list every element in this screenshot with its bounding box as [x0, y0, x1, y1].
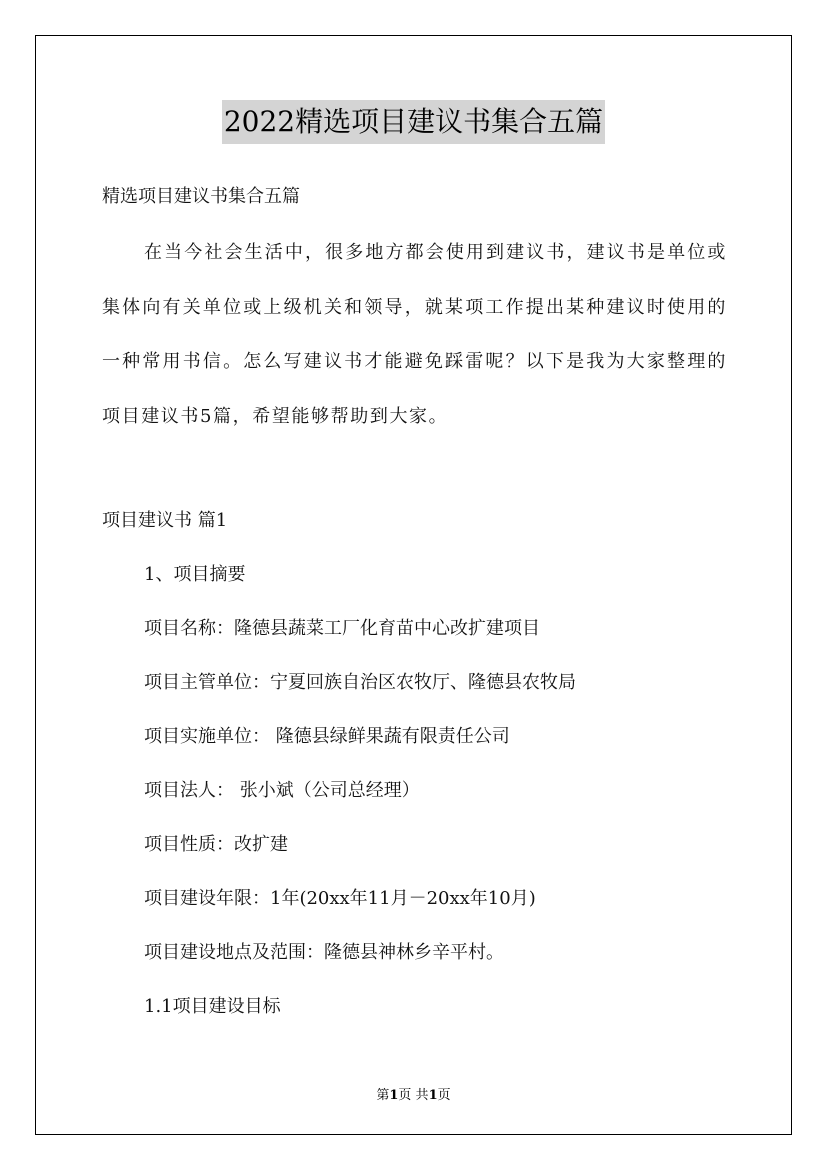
project-nature-line: 项目性质：改扩建 — [144, 834, 288, 855]
document-title — [0, 100, 827, 144]
construction-period-line: 项目建设年限：1年(20xx年11月－20xx年10月) — [144, 888, 536, 909]
section-heading: 项目建议书 篇1 — [102, 510, 228, 531]
footer-page-number: 1 — [389, 1088, 399, 1103]
supervising-unit-line: 项目主管单位：宁夏回族自治区农牧厅、隆德县农牧局 — [144, 672, 576, 693]
construction-goal-heading: 1.1项目建设目标 — [144, 996, 281, 1017]
footer-suffix: 页 — [437, 1088, 451, 1103]
intro-paragraph: 在当今社会生活中，很多地方都会使用到建议书，建议书是单位或集体向有关单位或上级机关和领导，就某项工作提出某种建议时使用的一种常用书信。怎么写建议书才能避免踩雷呢？以下是我为大家整理的项目建议书5篇，希望能够帮助到大家。 — [102, 242, 727, 427]
footer-mid: 页 共 — [398, 1088, 429, 1103]
document-subtitle: 精选项目建议书集合五篇 — [102, 186, 300, 207]
legal-person-line: 项目法人： 张小斌（公司总经理） — [144, 780, 420, 801]
page-footer — [0, 1084, 827, 1103]
footer-page-total: 1 — [428, 1088, 438, 1103]
summary-heading: 1、项目摘要 — [144, 564, 246, 585]
implementing-unit-line: 项目实施单位： 隆德县绿鲜果蔬有限责任公司 — [144, 726, 510, 747]
footer-prefix: 第 — [376, 1088, 390, 1103]
project-name-line: 项目名称：隆德县蔬菜工厂化育苗中心改扩建项目 — [144, 618, 540, 639]
construction-location-line: 项目建设地点及范围：隆德县神林乡辛平村。 — [144, 942, 504, 963]
document-title-text: 2022精选项目建议书集合五篇 — [222, 100, 605, 144]
